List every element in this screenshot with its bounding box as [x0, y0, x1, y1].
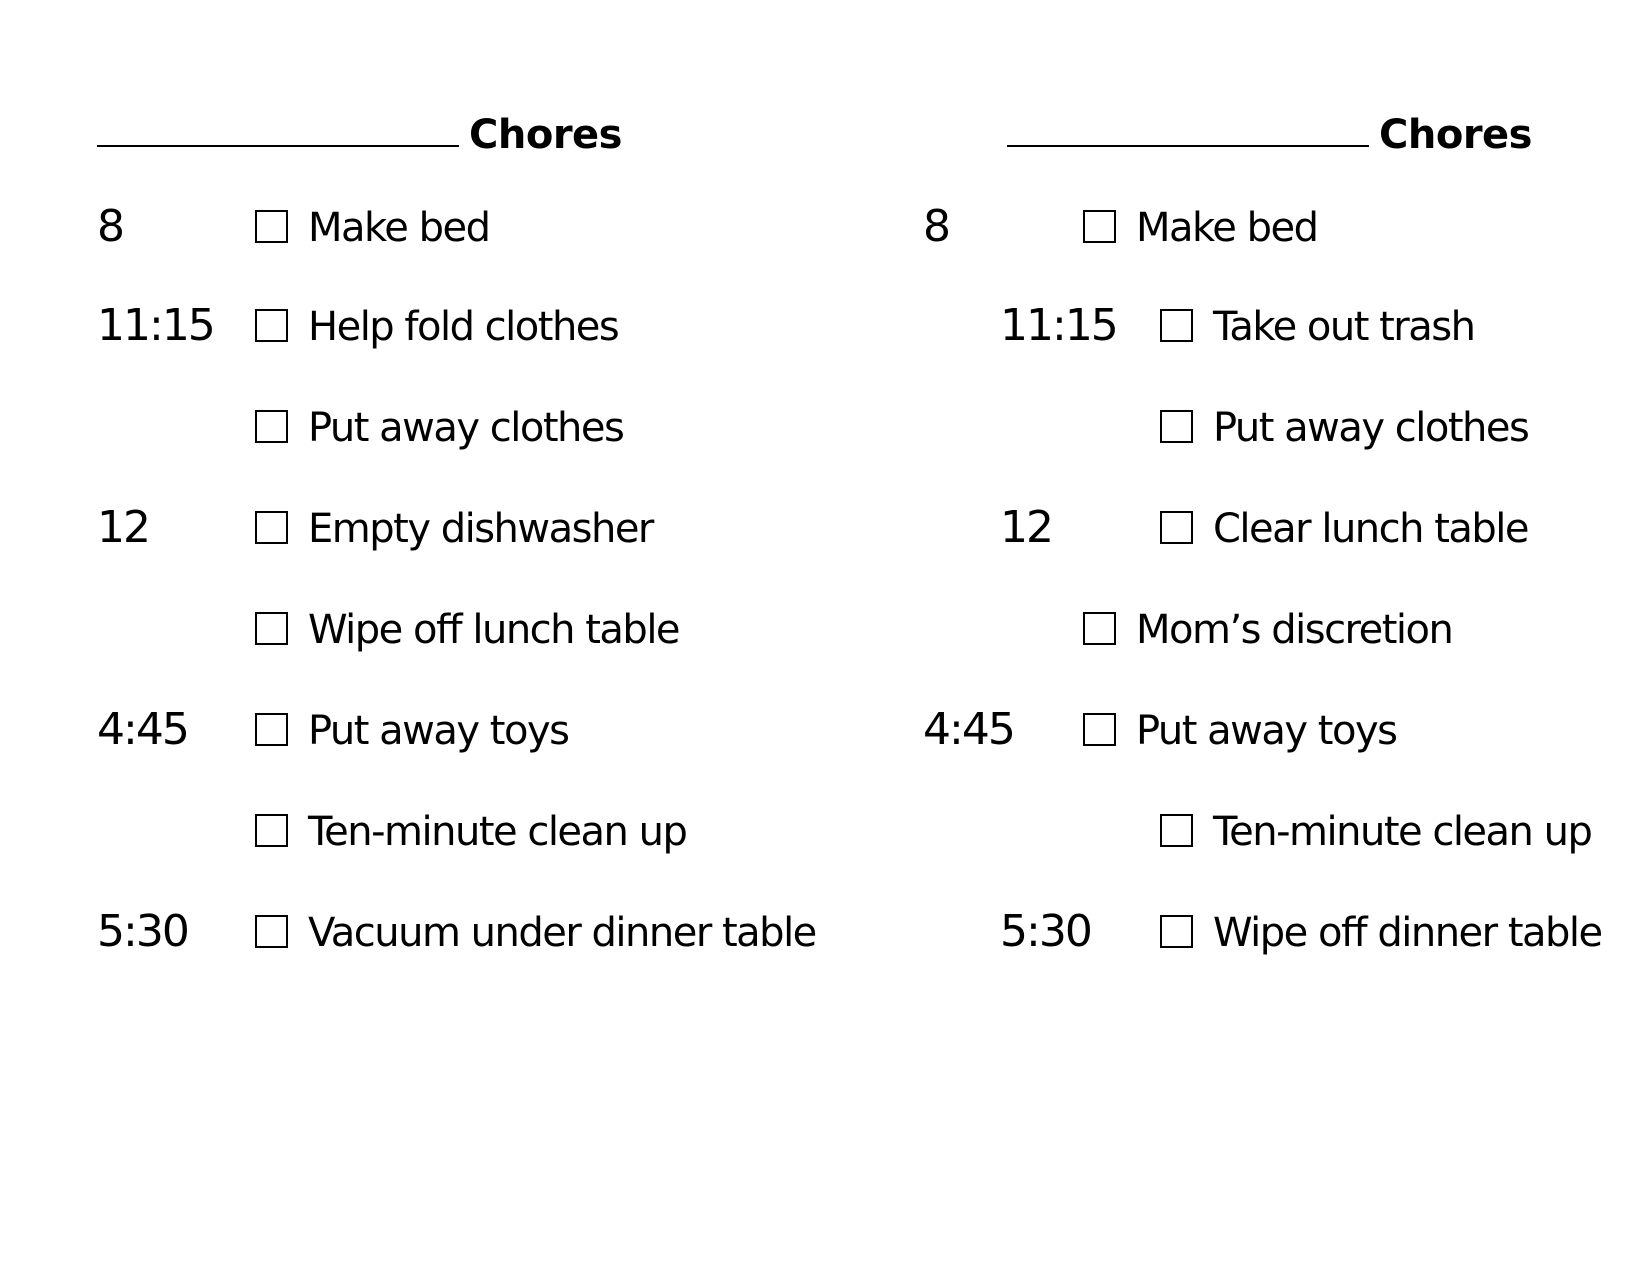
chore-checkbox[interactable]	[255, 210, 288, 243]
chore-row	[825, 600, 1650, 660]
chore-time: 5:30	[97, 906, 188, 957]
chore-label: Take out trash	[1213, 304, 1475, 350]
chore-row	[0, 297, 825, 357]
chore-row	[0, 499, 825, 559]
chore-label: Make bed	[308, 205, 490, 251]
chore-row	[0, 903, 825, 963]
chore-label: Help fold clothes	[308, 304, 619, 350]
chore-time: 5:30	[1000, 906, 1091, 957]
chore-row	[0, 600, 825, 660]
chore-label: Clear lunch table	[1213, 506, 1529, 552]
chore-checkbox[interactable]	[255, 309, 288, 342]
sheet-title-row	[97, 95, 622, 158]
chore-label: Wipe off lunch table	[308, 607, 680, 653]
chore-label: Put away toys	[308, 708, 569, 754]
chore-label: Ten-minute clean up	[1213, 809, 1592, 855]
chore-time: 8	[97, 201, 123, 252]
chore-label: Vacuum under dinner table	[308, 910, 816, 956]
chore-row	[0, 701, 825, 761]
chore-time: 4:45	[97, 704, 188, 755]
chore-checkbox[interactable]	[1160, 410, 1193, 443]
chore-label: Ten-minute clean up	[308, 809, 687, 855]
chore-row	[825, 398, 1650, 458]
chore-checkbox[interactable]	[255, 814, 288, 847]
chore-row	[825, 903, 1650, 963]
chore-row	[0, 398, 825, 458]
chore-checkbox[interactable]	[255, 612, 288, 645]
name-blank-line[interactable]	[1007, 145, 1369, 147]
chore-row	[825, 499, 1650, 559]
chore-row	[0, 198, 825, 258]
sheet-title-row	[1007, 95, 1532, 158]
chore-row	[825, 297, 1650, 357]
chore-checkbox[interactable]	[255, 713, 288, 746]
chore-checkbox[interactable]	[255, 511, 288, 544]
chore-label: Put away clothes	[308, 405, 624, 451]
chore-row	[0, 802, 825, 862]
name-blank-line[interactable]	[97, 145, 459, 147]
chore-time: 11:15	[1000, 300, 1117, 351]
chore-row	[825, 198, 1650, 258]
chore-checkbox[interactable]	[255, 915, 288, 948]
chore-sheet-right	[825, 0, 1650, 1275]
chore-time: 12	[1000, 502, 1052, 553]
chore-time: 4:45	[923, 704, 1014, 755]
chore-label: Make bed	[1136, 205, 1318, 251]
chore-row	[825, 701, 1650, 761]
sheet-title: Chores	[469, 112, 622, 158]
chore-time: 11:15	[97, 300, 214, 351]
chore-checkbox[interactable]	[1160, 511, 1193, 544]
chore-checkbox[interactable]	[1083, 713, 1116, 746]
chore-time: 8	[923, 201, 949, 252]
chore-label: Put away toys	[1136, 708, 1397, 754]
chore-label: Mom’s discretion	[1136, 607, 1453, 653]
chore-row	[825, 802, 1650, 862]
chore-checkbox[interactable]	[1160, 915, 1193, 948]
chore-checkbox[interactable]	[1160, 309, 1193, 342]
chore-checkbox[interactable]	[1083, 210, 1116, 243]
chore-time: 12	[97, 502, 149, 553]
chore-checkbox[interactable]	[1160, 814, 1193, 847]
chore-checkbox[interactable]	[255, 410, 288, 443]
chore-checkbox[interactable]	[1083, 612, 1116, 645]
chore-label: Empty dishwasher	[308, 506, 653, 552]
chore-label: Wipe off dinner table	[1213, 910, 1602, 956]
chore-label: Put away clothes	[1213, 405, 1529, 451]
sheet-title: Chores	[1379, 112, 1532, 158]
